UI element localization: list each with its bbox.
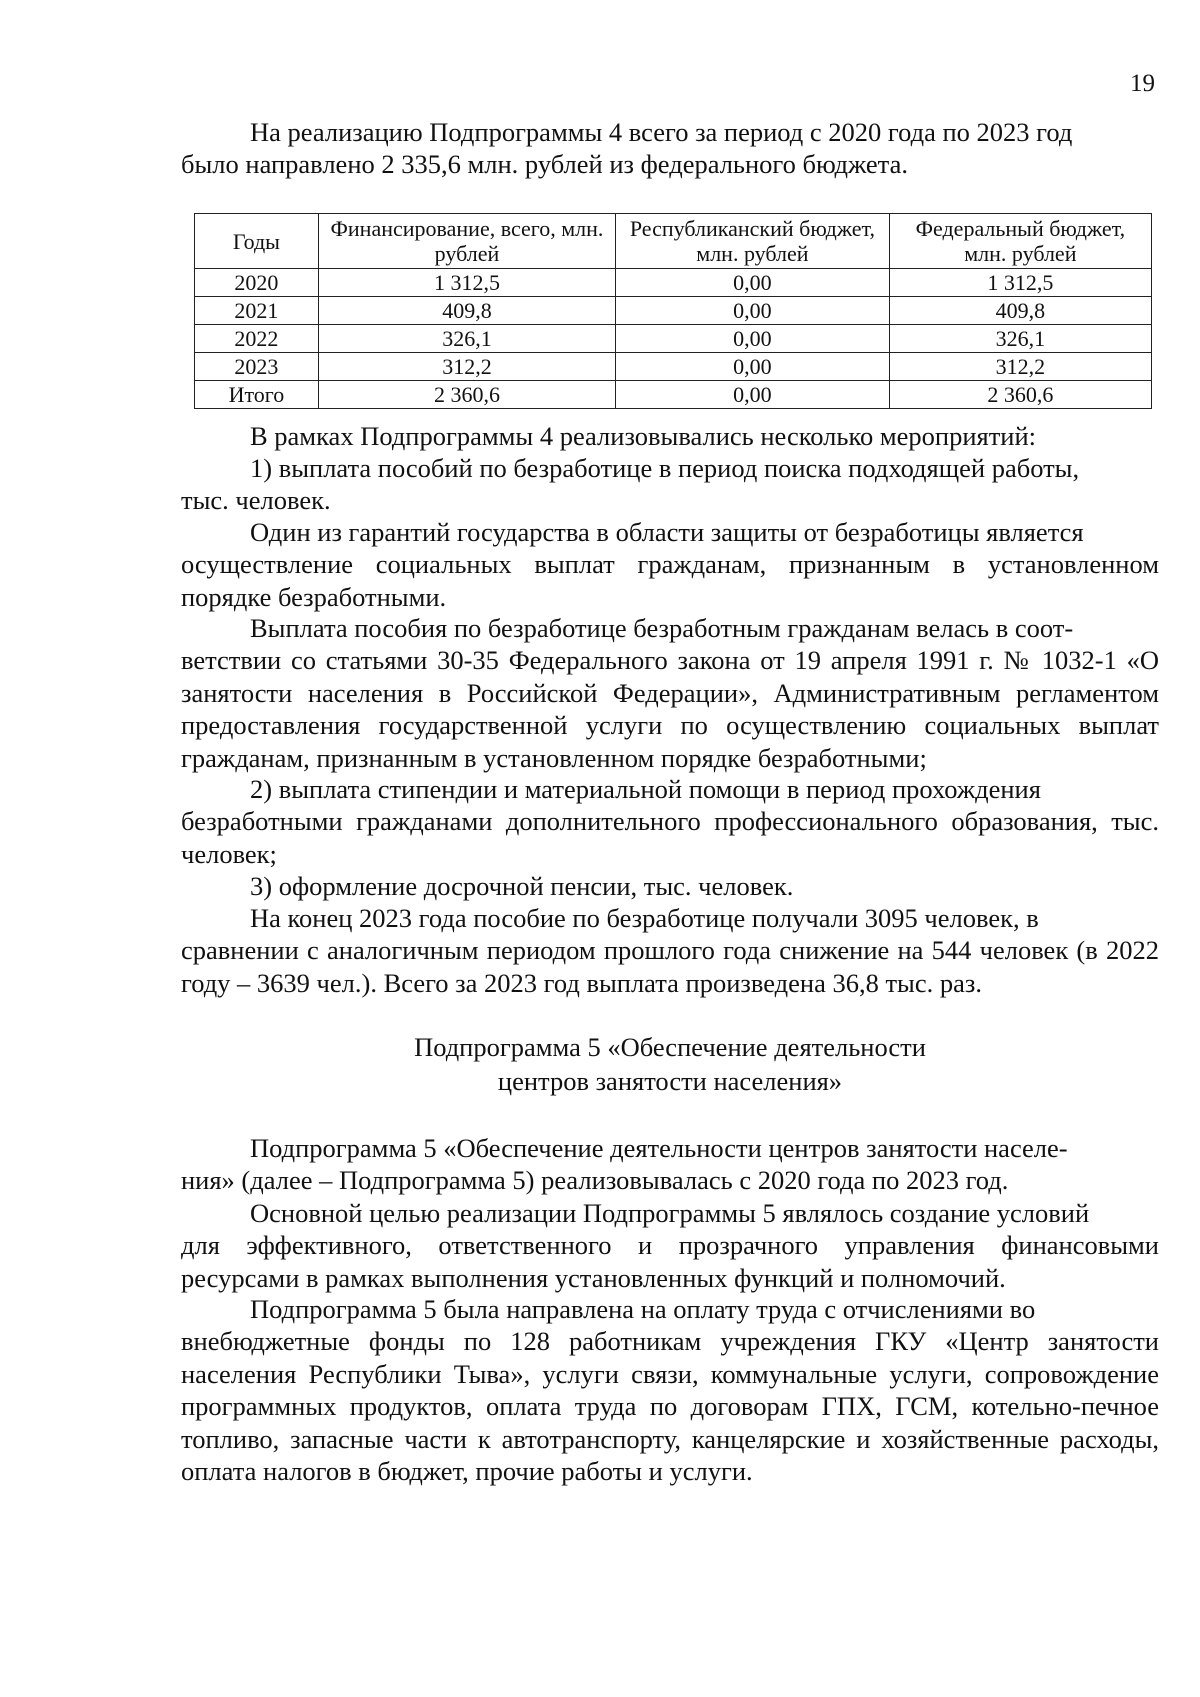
paragraph-item3: 3) оформление досрочной пенсии, тыс. человек. [250,871,794,901]
cell-federal: 1 312,5 [889,269,1151,297]
paragraph-guarantee-first: Один из гарантий государства в области защиты от безработицы является [250,517,1084,547]
paragraph-year-end-first: На конец 2023 года пособие по безработице получали 3095 человек, в [250,903,1039,933]
cell-total: 2 360,6 [318,381,615,409]
cell-federal: 409,8 [889,297,1151,325]
paragraph-goal-first: Основной целью реализации Подпрограммы 5 являлось создание условий [250,1198,1090,1228]
table-row [195,297,1152,325]
intro-continuation: было направлено 2 335,6 млн. рублей из федерального бюджета. [181,149,908,179]
page-number: 19 [1130,70,1155,97]
section-heading-line1: Подпрограмма 5 «Обеспечение деятельности [414,1032,926,1062]
paragraph-guarantee-rest: осуществление социальных выплат гражданам, признанным в установленном порядке безработными. [181,549,1159,612]
header-total-funding: Финансирование, всего, млн. рублей [318,214,615,269]
cell-republic: 0,00 [616,381,890,409]
cell-total: 409,8 [318,297,615,325]
table-row [195,269,1152,297]
paragraph-measures-intro: В рамках Подпрограммы 4 реализовывались несколько мероприятий: [250,421,1037,451]
paragraph-directions-first: Подпрограмма 5 была направлена на оплату труда с отчислениями во [250,1294,1036,1324]
paragraph-item2-rest: безработными гражданами дополнительного профессионального образования, тыс. человек; [181,806,1159,869]
header-federal-budget: Федеральный бюджет, млн. рублей [889,214,1151,269]
funding-table [194,213,1152,409]
cell-republic: 0,00 [616,297,890,325]
paragraph-year-end-rest: сравнении с аналогичным периодом прошлого года снижение на 544 человек (в 2022 году – 3639 чел.). Всего за 2023 год выплата произведена 36,8 тыс. раз. [181,935,1159,998]
paragraph-item1-rest: тыс. человек. [181,485,331,515]
header-years: Годы [195,214,319,269]
cell-total: 326,1 [318,325,615,353]
paragraph-goal-rest: для эффективного, ответственного и прозрачного управления финансовыми ресурсами в рамках выполнения установленных функций и полномочий. [181,1230,1159,1293]
intro-first-line: На реализацию Подпрограммы 4 всего за период с 2020 года по 2023 год [250,117,1073,147]
cell-total: 1 312,5 [318,269,615,297]
header-republic-budget: Республиканский бюджет, млн. рублей [616,214,890,269]
cell-federal: 326,1 [889,325,1151,353]
table-row [195,325,1152,353]
paragraph-subprogram5-first: Подпрограмма 5 «Обеспечение деятельности центров занятости населе- [250,1133,1068,1163]
section-heading-line2: центров занятости населения» [497,1066,843,1096]
cell-republic: 0,00 [616,325,890,353]
cell-year: Итого [195,381,319,409]
table-row [195,353,1152,381]
paragraph-payment-first: Выплата пособия по безработице безработным гражданам велась в соот- [250,613,1074,643]
cell-republic: 0,00 [616,353,890,381]
cell-republic: 0,00 [616,269,890,297]
cell-year: 2023 [195,353,319,381]
table-header-row [195,214,1152,269]
paragraph-item1-first: 1) выплата пособий по безработице в период поиска подходящей работы, [250,453,1080,483]
paragraph-item2-first: 2) выплата стипендии и материальной помощи в период прохождения [250,774,1041,804]
cell-year: 2020 [195,269,319,297]
paragraph-directions-rest: внебюджетные фонды по 128 работникам учреждения ГКУ «Центр занятости населения Республики Тыва», услуги связи, коммунальные услуги, сопровождение программных продуктов, оплата труда по договорам ГПХ, ГСМ, котельно-печное топливо, запасные части к автотранспорту, канцелярские и хозяйственные расходы, оплата налогов в бюджет, прочие работы и услуги. [181,1326,1159,1486]
cell-total: 312,2 [318,353,615,381]
paragraph-subprogram5-rest: ния» (далее – Подпрограмма 5) реализовывалась с 2020 года по 2023 год. [181,1165,1009,1195]
cell-year: 2022 [195,325,319,353]
cell-federal: 312,2 [889,353,1151,381]
cell-year: 2021 [195,297,319,325]
table-total-row [195,381,1152,409]
cell-federal: 2 360,6 [889,381,1151,409]
paragraph-payment-rest: ветствии со статьями 30-35 Федерального закона от 19 апреля 1991 г. № 1032-1 «О занятости населения в Российской Федерации», Административным регламентом предоставления государственной услуги по осуществлению социальных выплат гражданам, признанным в установленном порядке безработными; [181,645,1159,773]
